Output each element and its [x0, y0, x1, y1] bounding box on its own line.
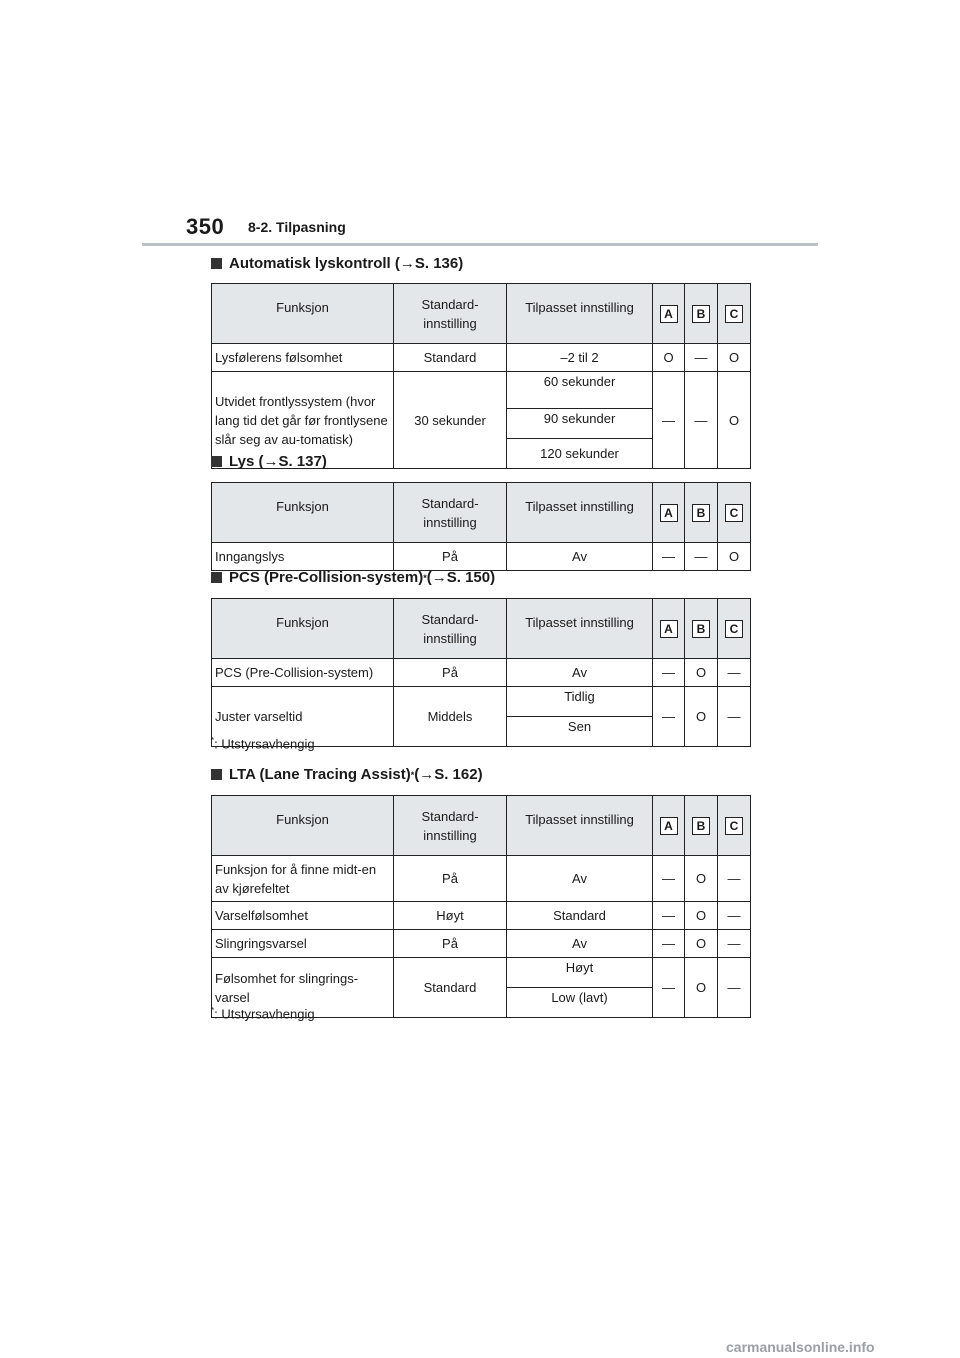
table-row: Slingringsvarsel På Av — O — — [212, 930, 751, 958]
table-header-row: Funksjon Standard- innstilling Tilpasset innstilling A B C — [212, 483, 751, 543]
col-header-standard: Standard- innstilling — [394, 284, 507, 344]
section-heading-lights: Lys (→S. 137) — [211, 453, 327, 470]
table-header-row: Funksjon Standard- innstilling Tilpasset innstilling A B C — [212, 599, 751, 659]
col-header-a: A — [653, 284, 685, 344]
chapter-title: 8-2. Tilpasning — [248, 219, 346, 235]
bullet-square-icon — [211, 258, 222, 269]
bullet-square-icon — [211, 572, 222, 583]
table-pcs — [211, 598, 751, 747]
section-heading-automatic-light: Automatisk lyskontroll (→S. 136) — [211, 255, 463, 272]
table-row: PCS (Pre-Collision-system) På Av — O — — [212, 659, 751, 687]
table-row: Lysfølerens følsomhet Standard –2 til 2 O — O — [212, 344, 751, 372]
table-row: Inngangslys På Av — — O — [212, 543, 751, 571]
col-header-funksjon: Funksjon — [212, 284, 394, 344]
section-heading-lta: LTA (Lane Tracing Assist) * (→S. 162) — [211, 766, 483, 783]
watermark: carmanualsonline.info — [726, 1339, 875, 1355]
header-rule — [142, 243, 818, 246]
table-subrow: Sen — [212, 717, 751, 747]
col-header-b: B — [685, 284, 718, 344]
table-row: Juster varseltid Middels Tidlig — O — — [212, 687, 751, 717]
table-row: Funksjon for å finne midt-en av kjørefeltet På Av — O — — [212, 856, 751, 902]
bullet-square-icon — [211, 769, 222, 780]
bullet-square-icon — [211, 456, 222, 467]
table-row: Følsomhet for slingrings-varsel Standard Høyt — O — — [212, 958, 751, 988]
table-header-row — [212, 284, 751, 344]
table-header-row: Funksjon Standard- innstilling Tilpasset innstilling A B C — [212, 796, 751, 856]
table-lta — [211, 795, 751, 1018]
table-automatic-light — [211, 283, 751, 469]
footnote: *: Utstyrsavhengig — [211, 1006, 315, 1022]
col-header-tilpasset: Tilpasset innstilling — [507, 284, 653, 344]
footnote: *: Utstyrsavhengig — [211, 736, 315, 752]
table-row: Utvidet frontlyssystem (hvor lang tid det går før frontlysene slår seg av au-tomatisk) 30 sekunder 60 sekunder — — O — [212, 372, 751, 409]
section-heading-pcs: PCS (Pre-Collision-system) * (→S. 150) — [211, 569, 495, 586]
table-subrow: 90 sekunder — [212, 409, 751, 439]
table-lights — [211, 482, 751, 571]
table-subrow: 120 sekunder — [212, 439, 751, 469]
col-header-c: C — [718, 284, 751, 344]
table-row: Varselfølsomhet Høyt Standard — O — — [212, 902, 751, 930]
page-number: 350 — [186, 214, 225, 239]
table-subrow: Low (lavt) — [212, 988, 751, 1018]
